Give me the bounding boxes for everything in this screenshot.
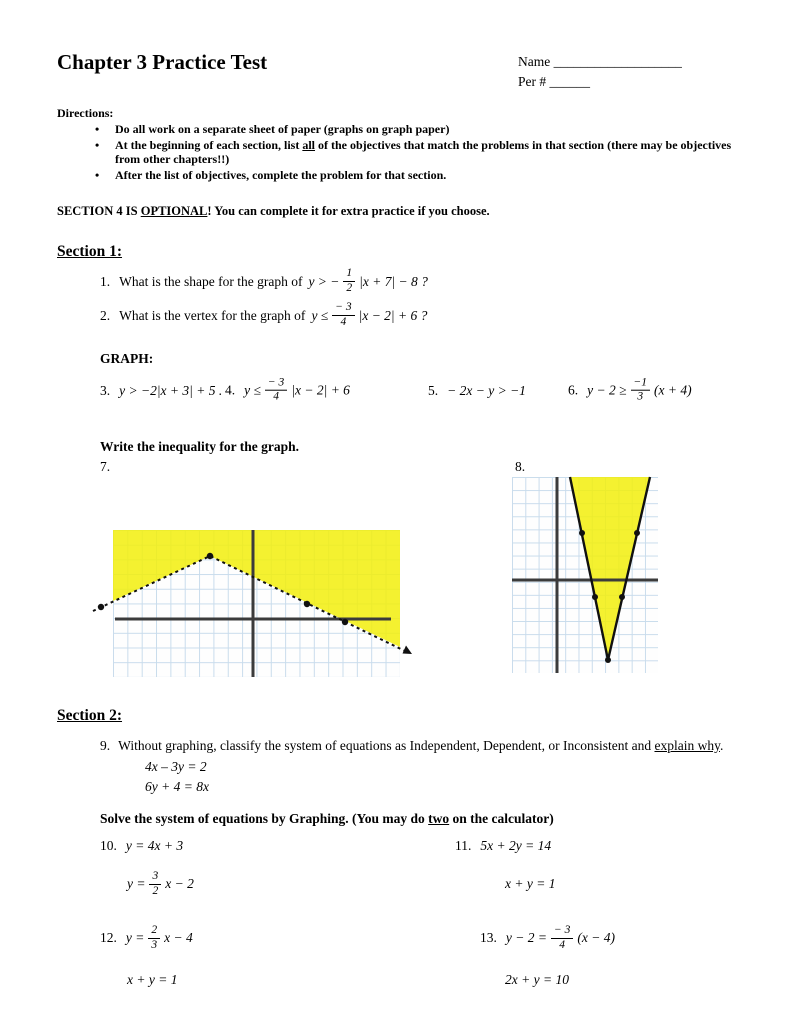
question-2	[100, 299, 736, 333]
equation: 4x – 3y = 2	[145, 758, 207, 774]
fraction	[631, 376, 651, 405]
math-expression: y ≤	[311, 307, 329, 323]
fraction-denominator: 3	[637, 391, 644, 404]
math-expression: y > −	[308, 273, 340, 289]
question-12-line-2	[100, 972, 455, 988]
graph-7-image	[113, 530, 400, 677]
fraction-numerator: − 3	[332, 301, 354, 316]
fraction	[149, 870, 161, 899]
question-4	[225, 376, 350, 405]
fraction-numerator: −1	[631, 376, 651, 391]
shaded-region	[113, 530, 400, 647]
section-2-heading: Section 2:	[57, 706, 123, 724]
fraction-denominator: 2	[152, 884, 159, 897]
question-1	[100, 265, 736, 299]
fraction-denominator: 4	[340, 316, 347, 329]
systems-grid	[100, 833, 736, 993]
question-7-number: 7.	[100, 458, 111, 474]
question-number: 2.	[100, 307, 111, 323]
fraction	[332, 301, 354, 330]
direction-text: • At the beginning of each section, list all of the objectives that match the problems in that section (there may be objectives from other chapters!!)	[115, 137, 732, 167]
equation: 5x + 2y = 14	[480, 838, 552, 854]
question-text-underlined: explain why	[654, 737, 720, 753]
math-expression: (x − 4)	[577, 930, 615, 946]
question-8-number: 8.	[515, 458, 526, 474]
fraction-numerator: − 3	[551, 924, 573, 939]
math-expression: (x + 4)	[654, 382, 692, 398]
math-expression: x − 4	[164, 930, 193, 946]
question-3	[100, 383, 222, 399]
question-12	[100, 924, 455, 953]
question-6	[568, 376, 692, 405]
graph-8-plot	[512, 477, 658, 673]
graph-problems-row	[57, 369, 736, 413]
equation: x + y = 1	[127, 972, 178, 988]
question-number: 9.	[100, 737, 111, 753]
question-11-line-2	[455, 876, 736, 892]
math-expression: |x − 2| + 6 ?	[358, 307, 428, 323]
question-text: What is the vertex for the graph of	[119, 307, 306, 323]
data-point	[304, 600, 310, 606]
direction-item-2	[57, 138, 736, 167]
name-line: Name ___________________	[518, 54, 682, 69]
fraction	[148, 924, 160, 953]
page-title: Chapter 3 Practice Test	[57, 50, 268, 74]
question-number: 1.	[100, 273, 111, 289]
question-11	[455, 838, 736, 854]
graphs-area	[57, 457, 736, 683]
math-expression: y =	[125, 930, 145, 946]
fraction	[551, 924, 573, 953]
question-13-line-2	[455, 972, 736, 988]
directions-label: Directions:	[57, 106, 114, 121]
name-block	[518, 50, 736, 91]
write-inequality-label: Write the inequality for the graph.	[100, 438, 299, 454]
fraction-denominator: 4	[273, 391, 279, 404]
data-point	[342, 618, 348, 624]
graph-7-plot	[113, 530, 400, 677]
data-point	[98, 603, 104, 609]
header	[57, 50, 736, 91]
fraction-numerator: 3	[149, 870, 161, 885]
fraction	[343, 267, 355, 296]
direction-text: • After the list of objectives, complete the problem for that section.	[115, 168, 447, 182]
fraction-denominator: 3	[151, 938, 158, 951]
period-line: Per # ______	[518, 73, 590, 89]
question-9: 9. Without graphing, classify the system of equations as Independent, Dependent, or Inconsistent and explain why.	[100, 737, 724, 753]
direction-text: • Do all work on a separate sheet of paper (graphs on graph paper)	[115, 122, 450, 137]
question-number: 13.	[480, 930, 497, 946]
equation: 2x + y = 10	[505, 972, 569, 988]
question-text: What is the shape for the graph of	[119, 273, 303, 289]
solve-instruction: Solve the system of equations by Graphing. (You may do two on the calculator)	[100, 811, 554, 827]
question-10	[100, 838, 455, 854]
directions-list	[57, 122, 736, 183]
data-point	[619, 594, 625, 600]
fraction-numerator: 2	[148, 924, 160, 939]
math-expression: y ≤	[244, 382, 261, 398]
question-number: 10.	[100, 838, 117, 854]
question-number: 6.	[568, 382, 579, 398]
fraction-denominator: 2	[346, 282, 353, 295]
question-number: 5.	[428, 382, 439, 398]
graph-instruction-label: GRAPH:	[100, 350, 154, 366]
question-text: Without graphing, classify the system of equations as Independent, Dependent, or Inconsistent and	[118, 737, 652, 753]
question-number: 11.	[455, 838, 472, 854]
data-point	[592, 594, 598, 600]
data-point	[605, 657, 611, 663]
fraction-numerator: 1	[343, 267, 355, 282]
data-point	[579, 530, 585, 536]
math-expression: x − 2	[165, 876, 194, 892]
question-13	[455, 924, 736, 953]
question-5	[428, 383, 526, 399]
math-expression: |x + 7| − 8 ?	[359, 273, 428, 289]
math-expression: − 2x − y > −1	[447, 382, 526, 398]
math-expression: y > −2|x + 3| + 5 .	[119, 382, 223, 398]
equation: 6y + 4 = 8x	[145, 779, 209, 795]
question-number: 3.	[100, 382, 111, 398]
math-expression: |x − 2| + 6	[291, 382, 350, 398]
optional-note: SECTION 4 IS OPTIONAL! You can complete it for extra practice if you choose.	[57, 203, 490, 218]
question-number: 12.	[100, 930, 117, 946]
fraction-denominator: 4	[559, 938, 566, 951]
math-expression: y =	[127, 876, 146, 892]
graph-8-image	[512, 477, 658, 673]
fraction	[265, 376, 287, 405]
question-10-line-2	[100, 870, 455, 899]
direction-item-3	[57, 168, 736, 183]
data-point	[634, 530, 640, 536]
data-point	[207, 552, 213, 558]
equation: x + y = 1	[505, 876, 556, 892]
shaded-region	[570, 477, 650, 660]
section-1-heading: Section 1:	[57, 242, 123, 260]
question-number: 4.	[225, 382, 236, 398]
question-9-system	[145, 757, 736, 798]
equation: y = 4x + 3	[125, 838, 184, 854]
math-expression: y − 2 =	[505, 930, 547, 946]
fraction-numerator: − 3	[265, 376, 287, 391]
math-expression: y − 2 ≥	[587, 382, 627, 398]
direction-item-1	[57, 122, 736, 137]
